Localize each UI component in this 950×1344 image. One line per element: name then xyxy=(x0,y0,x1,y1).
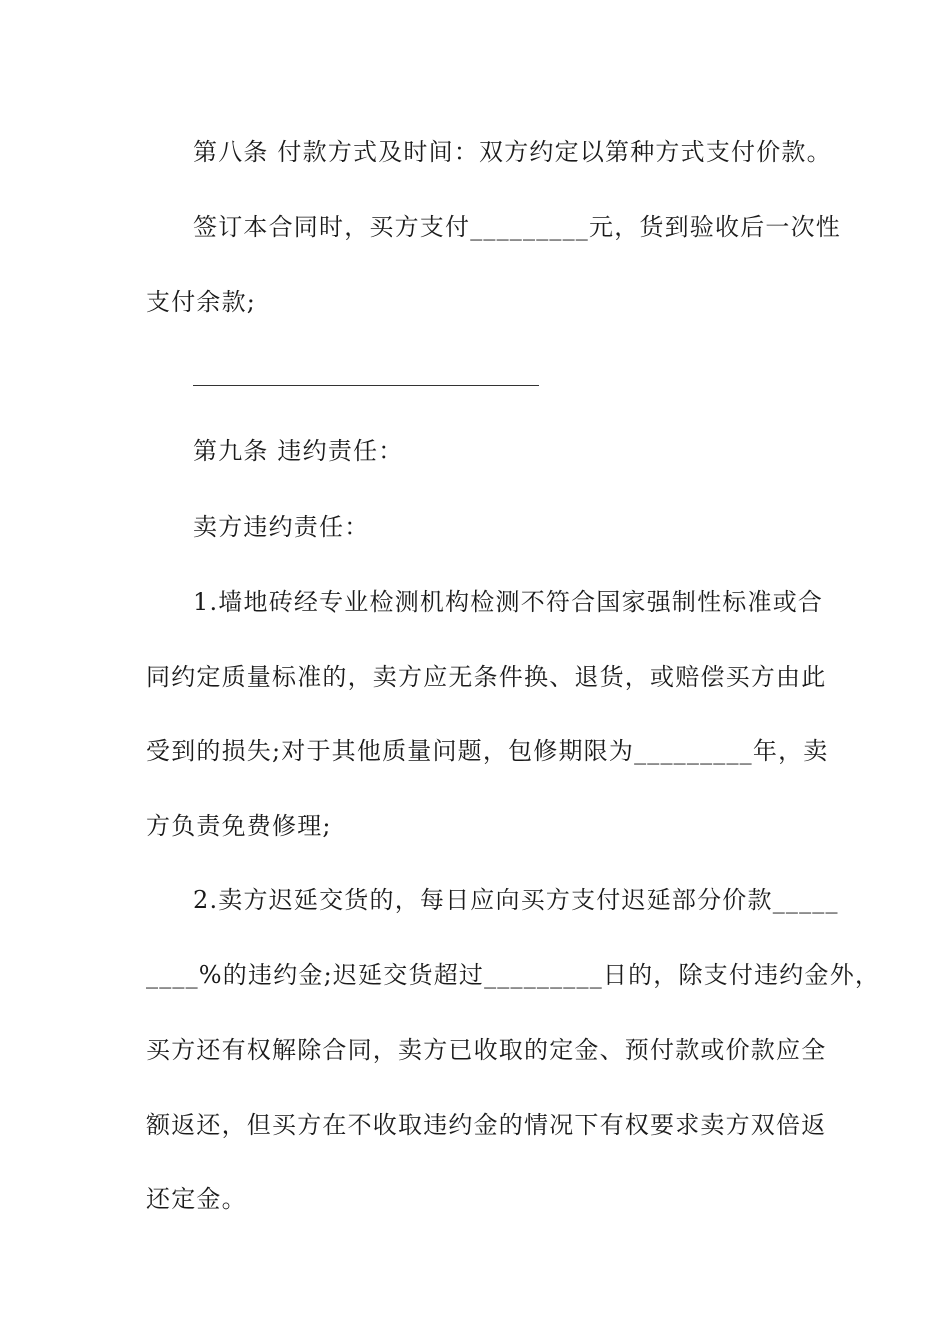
blank-fill-rule xyxy=(193,385,539,386)
payment-clause-line-1: 签订本合同时，买方支付_________元，货到验收后一次性 xyxy=(193,213,841,241)
clause-1-line-1: 1.墙地砖经专业检测机构检测不符合国家强制性标准或合 xyxy=(193,588,824,616)
clause-2-line-2: ____%的违约金;迟延交货超过_________日的，除支付违约金外， xyxy=(146,961,881,989)
clause-2-line-5: 还定金。 xyxy=(146,1185,247,1213)
clause-1-line-3: 受到的损失;对于其他质量问题，包修期限为_________年，卖 xyxy=(146,737,829,765)
clause-2-line-3: 买方还有权解除合同，卖方已收取的定金、预付款或价款应全 xyxy=(146,1036,827,1064)
clause-2-line-1: 2.卖方迟延交货的，每日应向买方支付迟延部分价款_____ xyxy=(193,886,839,914)
payment-clause-line-2: 支付余款; xyxy=(146,288,257,316)
article-9-heading: 第九条 违约责任： xyxy=(193,437,404,465)
seller-liability-heading: 卖方违约责任： xyxy=(193,513,370,541)
article-8-heading: 第八条 付款方式及时间：双方约定以第种方式支付价款。 xyxy=(193,138,832,166)
clause-2-line-4: 额返还，但买方在不收取违约金的情况下有权要求卖方双倍返 xyxy=(146,1111,827,1139)
clause-1-line-2: 同约定质量标准的，卖方应无条件换、退货，或赔偿买方由此 xyxy=(146,663,827,691)
clause-1-line-4: 方负责免费修理; xyxy=(146,812,332,840)
